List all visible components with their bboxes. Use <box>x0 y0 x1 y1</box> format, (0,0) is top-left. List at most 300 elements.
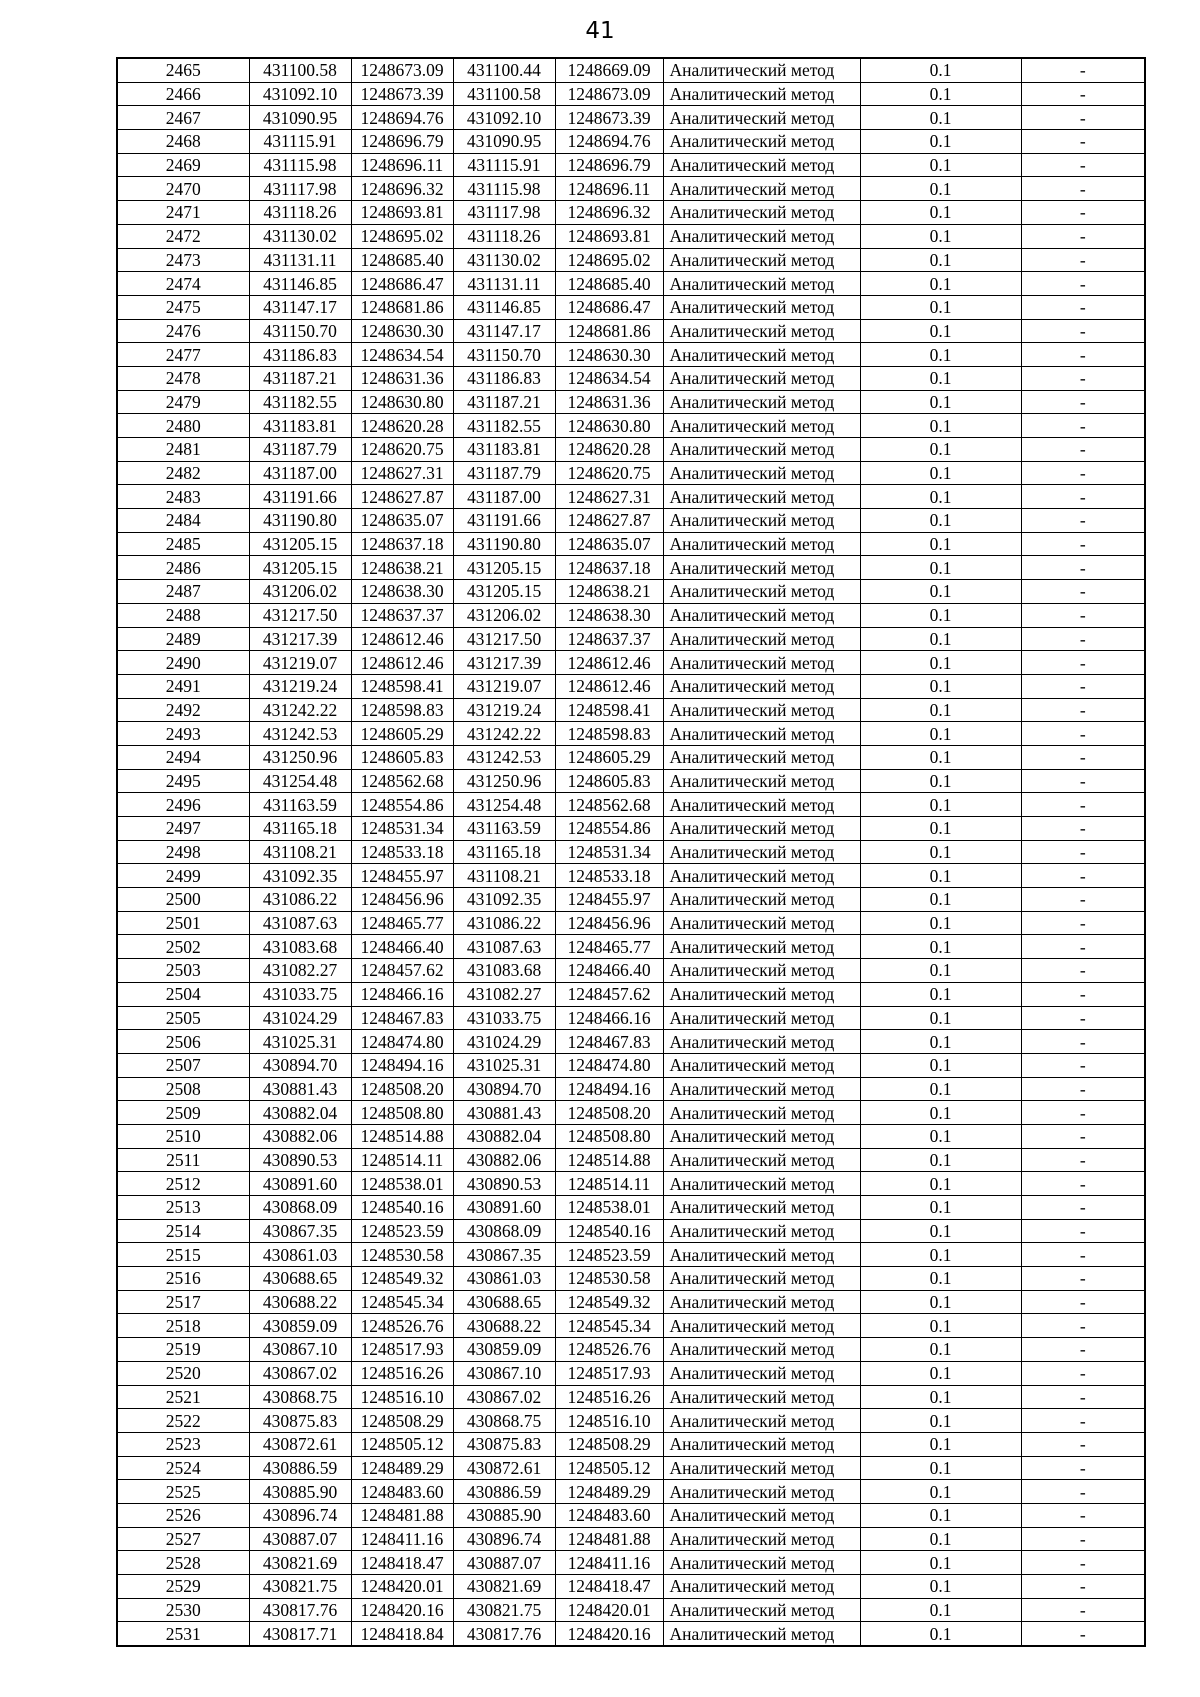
x-end-cell: 431187.21 <box>249 366 351 390</box>
method-cell: Аналитический метод <box>663 272 860 296</box>
y-start-cell: 1248531.34 <box>555 840 663 864</box>
y-end-cell: 1248514.88 <box>351 1124 453 1148</box>
method-cell: Аналитический метод <box>663 1290 860 1314</box>
table-row <box>117 793 1145 817</box>
accuracy-cell: 0.1 <box>860 1101 1021 1125</box>
table-body <box>117 58 1145 1646</box>
y-end-cell: 1248634.54 <box>351 343 453 367</box>
x-start-cell: 430882.06 <box>453 1148 555 1172</box>
y-end-cell: 1248598.83 <box>351 698 453 722</box>
y-end-cell: 1248630.30 <box>351 319 453 343</box>
y-start-cell: 1248605.29 <box>555 745 663 769</box>
method-cell: Аналитический метод <box>663 153 860 177</box>
note-cell: - <box>1021 1527 1145 1551</box>
y-start-cell: 1248457.62 <box>555 982 663 1006</box>
table-row <box>117 1361 1145 1385</box>
note-cell: - <box>1021 1030 1145 1054</box>
y-end-cell: 1248474.80 <box>351 1030 453 1054</box>
table-row <box>117 201 1145 225</box>
point-number-cell: 2516 <box>117 1267 249 1291</box>
method-cell: Аналитический метод <box>663 1432 860 1456</box>
y-end-cell: 1248554.86 <box>351 793 453 817</box>
x-end-cell: 431191.66 <box>249 485 351 509</box>
method-cell: Аналитический метод <box>663 82 860 106</box>
point-number-cell: 2506 <box>117 1030 249 1054</box>
y-start-cell: 1248554.86 <box>555 817 663 841</box>
note-cell: - <box>1021 58 1145 82</box>
note-cell: - <box>1021 651 1145 675</box>
table-row <box>117 1006 1145 1030</box>
table-row <box>117 888 1145 912</box>
note-cell: - <box>1021 1053 1145 1077</box>
y-start-cell: 1248696.11 <box>555 177 663 201</box>
point-number-cell: 2476 <box>117 319 249 343</box>
accuracy-cell: 0.1 <box>860 1456 1021 1480</box>
method-cell: Аналитический метод <box>663 1385 860 1409</box>
point-number-cell: 2505 <box>117 1006 249 1030</box>
table-row <box>117 1598 1145 1622</box>
note-cell: - <box>1021 532 1145 556</box>
y-end-cell: 1248533.18 <box>351 840 453 864</box>
x-end-cell: 431254.48 <box>249 769 351 793</box>
table-row <box>117 722 1145 746</box>
table-row <box>117 1030 1145 1054</box>
table-row <box>117 556 1145 580</box>
y-start-cell: 1248508.80 <box>555 1124 663 1148</box>
accuracy-cell: 0.1 <box>860 1053 1021 1077</box>
method-cell: Аналитический метод <box>663 817 860 841</box>
accuracy-cell: 0.1 <box>860 1575 1021 1599</box>
y-end-cell: 1248494.16 <box>351 1053 453 1077</box>
method-cell: Аналитический метод <box>663 745 860 769</box>
accuracy-cell: 0.1 <box>860 390 1021 414</box>
method-cell: Аналитический метод <box>663 1196 860 1220</box>
accuracy-cell: 0.1 <box>860 745 1021 769</box>
x-start-cell: 431083.68 <box>453 959 555 983</box>
x-start-cell: 431108.21 <box>453 864 555 888</box>
y-end-cell: 1248516.10 <box>351 1385 453 1409</box>
x-end-cell: 431187.00 <box>249 461 351 485</box>
method-cell: Аналитический метод <box>663 366 860 390</box>
accuracy-cell: 0.1 <box>860 651 1021 675</box>
table-row <box>117 1480 1145 1504</box>
y-start-cell: 1248612.46 <box>555 674 663 698</box>
x-start-cell: 431205.15 <box>453 580 555 604</box>
method-cell: Аналитический метод <box>663 1527 860 1551</box>
x-end-cell: 431090.95 <box>249 106 351 130</box>
note-cell: - <box>1021 1480 1145 1504</box>
table-row <box>117 674 1145 698</box>
method-cell: Аналитический метод <box>663 580 860 604</box>
x-end-cell: 430821.75 <box>249 1575 351 1599</box>
table-row <box>117 153 1145 177</box>
accuracy-cell: 0.1 <box>860 414 1021 438</box>
table-row <box>117 1172 1145 1196</box>
x-start-cell: 431191.66 <box>453 509 555 533</box>
table-row <box>117 1124 1145 1148</box>
point-number-cell: 2528 <box>117 1551 249 1575</box>
point-number-cell: 2515 <box>117 1243 249 1267</box>
point-number-cell: 2502 <box>117 935 249 959</box>
note-cell: - <box>1021 982 1145 1006</box>
y-end-cell: 1248455.97 <box>351 864 453 888</box>
x-end-cell: 431118.26 <box>249 201 351 225</box>
y-start-cell: 1248523.59 <box>555 1243 663 1267</box>
y-end-cell: 1248514.11 <box>351 1148 453 1172</box>
accuracy-cell: 0.1 <box>860 1385 1021 1409</box>
method-cell: Аналитический метод <box>663 1338 860 1362</box>
y-end-cell: 1248637.37 <box>351 603 453 627</box>
note-cell: - <box>1021 911 1145 935</box>
table-row <box>117 627 1145 651</box>
x-end-cell: 430867.35 <box>249 1219 351 1243</box>
x-end-cell: 430861.03 <box>249 1243 351 1267</box>
x-end-cell: 431083.68 <box>249 935 351 959</box>
table-row <box>117 414 1145 438</box>
table-row <box>117 1077 1145 1101</box>
method-cell: Аналитический метод <box>663 248 860 272</box>
table-row <box>117 959 1145 983</box>
x-end-cell: 431182.55 <box>249 390 351 414</box>
table-row <box>117 698 1145 722</box>
x-end-cell: 431190.80 <box>249 509 351 533</box>
table-row <box>117 1053 1145 1077</box>
point-number-cell: 2490 <box>117 651 249 675</box>
table-row <box>117 840 1145 864</box>
y-start-cell: 1248630.80 <box>555 414 663 438</box>
y-start-cell: 1248467.83 <box>555 1030 663 1054</box>
method-cell: Аналитический метод <box>663 1030 860 1054</box>
x-start-cell: 431254.48 <box>453 793 555 817</box>
y-end-cell: 1248466.16 <box>351 982 453 1006</box>
note-cell: - <box>1021 769 1145 793</box>
x-end-cell: 430875.83 <box>249 1409 351 1433</box>
point-number-cell: 2472 <box>117 224 249 248</box>
x-end-cell: 431100.58 <box>249 58 351 82</box>
accuracy-cell: 0.1 <box>860 153 1021 177</box>
table-row <box>117 651 1145 675</box>
note-cell: - <box>1021 1219 1145 1243</box>
x-start-cell: 431131.11 <box>453 272 555 296</box>
accuracy-cell: 0.1 <box>860 674 1021 698</box>
y-start-cell: 1248514.11 <box>555 1172 663 1196</box>
x-start-cell: 430688.65 <box>453 1290 555 1314</box>
table-row <box>117 390 1145 414</box>
y-end-cell: 1248526.76 <box>351 1314 453 1338</box>
accuracy-cell: 0.1 <box>860 224 1021 248</box>
y-end-cell: 1248620.28 <box>351 414 453 438</box>
note-cell: - <box>1021 201 1145 225</box>
method-cell: Аналитический метод <box>663 1622 860 1646</box>
table-row <box>117 82 1145 106</box>
x-start-cell: 430881.43 <box>453 1101 555 1125</box>
y-end-cell: 1248531.34 <box>351 817 453 841</box>
accuracy-cell: 0.1 <box>860 1290 1021 1314</box>
x-start-cell: 431117.98 <box>453 201 555 225</box>
point-number-cell: 2492 <box>117 698 249 722</box>
x-end-cell: 430885.90 <box>249 1480 351 1504</box>
table-row <box>117 1527 1145 1551</box>
accuracy-cell: 0.1 <box>860 627 1021 651</box>
y-end-cell: 1248467.83 <box>351 1006 453 1030</box>
point-number-cell: 2499 <box>117 864 249 888</box>
x-end-cell: 431219.24 <box>249 674 351 698</box>
point-number-cell: 2471 <box>117 201 249 225</box>
x-start-cell: 431250.96 <box>453 769 555 793</box>
y-start-cell: 1248631.36 <box>555 390 663 414</box>
y-start-cell: 1248418.47 <box>555 1575 663 1599</box>
accuracy-cell: 0.1 <box>860 295 1021 319</box>
point-number-cell: 2501 <box>117 911 249 935</box>
method-cell: Аналитический метод <box>663 1267 860 1291</box>
point-number-cell: 2467 <box>117 106 249 130</box>
y-end-cell: 1248686.47 <box>351 272 453 296</box>
y-end-cell: 1248598.41 <box>351 674 453 698</box>
accuracy-cell: 0.1 <box>860 1409 1021 1433</box>
accuracy-cell: 0.1 <box>860 1077 1021 1101</box>
y-start-cell: 1248489.29 <box>555 1480 663 1504</box>
table-row <box>117 58 1145 82</box>
coordinates-table <box>116 57 1146 1647</box>
accuracy-cell: 0.1 <box>860 817 1021 841</box>
table-row <box>117 1267 1145 1291</box>
x-end-cell: 430896.74 <box>249 1503 351 1527</box>
table-row <box>117 509 1145 533</box>
x-end-cell: 431217.50 <box>249 603 351 627</box>
x-start-cell: 431190.80 <box>453 532 555 556</box>
y-end-cell: 1248545.34 <box>351 1290 453 1314</box>
method-cell: Аналитический метод <box>663 130 860 154</box>
x-start-cell: 430867.10 <box>453 1361 555 1385</box>
x-end-cell: 430868.75 <box>249 1385 351 1409</box>
point-number-cell: 2531 <box>117 1622 249 1646</box>
x-end-cell: 430891.60 <box>249 1172 351 1196</box>
x-start-cell: 431087.63 <box>453 935 555 959</box>
y-end-cell: 1248562.68 <box>351 769 453 793</box>
x-end-cell: 431186.83 <box>249 343 351 367</box>
x-start-cell: 430890.53 <box>453 1172 555 1196</box>
accuracy-cell: 0.1 <box>860 1124 1021 1148</box>
note-cell: - <box>1021 224 1145 248</box>
method-cell: Аналитический метод <box>663 390 860 414</box>
point-number-cell: 2530 <box>117 1598 249 1622</box>
y-start-cell: 1248686.47 <box>555 295 663 319</box>
x-end-cell: 431115.91 <box>249 130 351 154</box>
method-cell: Аналитический метод <box>663 1598 860 1622</box>
x-start-cell: 431130.02 <box>453 248 555 272</box>
x-start-cell: 431025.31 <box>453 1053 555 1077</box>
accuracy-cell: 0.1 <box>860 911 1021 935</box>
point-number-cell: 2518 <box>117 1314 249 1338</box>
y-start-cell: 1248481.88 <box>555 1527 663 1551</box>
table-row <box>117 343 1145 367</box>
method-cell: Аналитический метод <box>663 627 860 651</box>
accuracy-cell: 0.1 <box>860 556 1021 580</box>
note-cell: - <box>1021 959 1145 983</box>
accuracy-cell: 0.1 <box>860 1527 1021 1551</box>
note-cell: - <box>1021 1290 1145 1314</box>
x-end-cell: 431087.63 <box>249 911 351 935</box>
y-start-cell: 1248538.01 <box>555 1196 663 1220</box>
table-row <box>117 1622 1145 1646</box>
accuracy-cell: 0.1 <box>860 366 1021 390</box>
table-row <box>117 438 1145 462</box>
point-number-cell: 2512 <box>117 1172 249 1196</box>
accuracy-cell: 0.1 <box>860 840 1021 864</box>
point-number-cell: 2480 <box>117 414 249 438</box>
note-cell: - <box>1021 935 1145 959</box>
x-end-cell: 431163.59 <box>249 793 351 817</box>
point-number-cell: 2489 <box>117 627 249 651</box>
point-number-cell: 2474 <box>117 272 249 296</box>
table-row <box>117 1243 1145 1267</box>
x-start-cell: 431182.55 <box>453 414 555 438</box>
method-cell: Аналитический метод <box>663 793 860 817</box>
accuracy-cell: 0.1 <box>860 177 1021 201</box>
point-number-cell: 2473 <box>117 248 249 272</box>
y-end-cell: 1248685.40 <box>351 248 453 272</box>
y-start-cell: 1248638.30 <box>555 603 663 627</box>
note-cell: - <box>1021 793 1145 817</box>
y-start-cell: 1248508.29 <box>555 1432 663 1456</box>
accuracy-cell: 0.1 <box>860 106 1021 130</box>
x-end-cell: 431131.11 <box>249 248 351 272</box>
y-end-cell: 1248508.29 <box>351 1409 453 1433</box>
point-number-cell: 2504 <box>117 982 249 1006</box>
y-end-cell: 1248505.12 <box>351 1432 453 1456</box>
method-cell: Аналитический метод <box>663 864 860 888</box>
note-cell: - <box>1021 1148 1145 1172</box>
accuracy-cell: 0.1 <box>860 769 1021 793</box>
x-start-cell: 430821.75 <box>453 1598 555 1622</box>
x-start-cell: 431147.17 <box>453 319 555 343</box>
x-end-cell: 431205.15 <box>249 532 351 556</box>
method-cell: Аналитический метод <box>663 1077 860 1101</box>
point-number-cell: 2475 <box>117 295 249 319</box>
y-end-cell: 1248466.40 <box>351 935 453 959</box>
note-cell: - <box>1021 1432 1145 1456</box>
point-number-cell: 2529 <box>117 1575 249 1599</box>
y-end-cell: 1248489.29 <box>351 1456 453 1480</box>
x-start-cell: 431187.00 <box>453 485 555 509</box>
table-row <box>117 769 1145 793</box>
point-number-cell: 2495 <box>117 769 249 793</box>
y-end-cell: 1248637.18 <box>351 532 453 556</box>
y-start-cell: 1248533.18 <box>555 864 663 888</box>
x-end-cell: 430868.09 <box>249 1196 351 1220</box>
accuracy-cell: 0.1 <box>860 1432 1021 1456</box>
y-end-cell: 1248631.36 <box>351 366 453 390</box>
y-end-cell: 1248627.87 <box>351 485 453 509</box>
accuracy-cell: 0.1 <box>860 1030 1021 1054</box>
note-cell: - <box>1021 1196 1145 1220</box>
y-end-cell: 1248420.01 <box>351 1575 453 1599</box>
method-cell: Аналитический метод <box>663 935 860 959</box>
method-cell: Аналитический метод <box>663 651 860 675</box>
table-row <box>117 982 1145 1006</box>
point-number-cell: 2520 <box>117 1361 249 1385</box>
x-start-cell: 431092.10 <box>453 106 555 130</box>
table-row <box>117 272 1145 296</box>
method-cell: Аналитический метод <box>663 201 860 225</box>
x-start-cell: 431163.59 <box>453 817 555 841</box>
point-number-cell: 2522 <box>117 1409 249 1433</box>
point-number-cell: 2468 <box>117 130 249 154</box>
y-start-cell: 1248598.83 <box>555 722 663 746</box>
x-start-cell: 430885.90 <box>453 1503 555 1527</box>
point-number-cell: 2511 <box>117 1148 249 1172</box>
accuracy-cell: 0.1 <box>860 698 1021 722</box>
x-end-cell: 430688.65 <box>249 1267 351 1291</box>
table-row <box>117 295 1145 319</box>
x-start-cell: 430861.03 <box>453 1267 555 1291</box>
y-end-cell: 1248549.32 <box>351 1267 453 1291</box>
y-start-cell: 1248627.31 <box>555 485 663 509</box>
y-end-cell: 1248638.21 <box>351 556 453 580</box>
y-end-cell: 1248638.30 <box>351 580 453 604</box>
y-end-cell: 1248630.80 <box>351 390 453 414</box>
table-row <box>117 106 1145 130</box>
note-cell: - <box>1021 1172 1145 1196</box>
y-start-cell: 1248540.16 <box>555 1219 663 1243</box>
x-start-cell: 431206.02 <box>453 603 555 627</box>
y-start-cell: 1248411.16 <box>555 1551 663 1575</box>
x-end-cell: 431092.10 <box>249 82 351 106</box>
x-start-cell: 430872.61 <box>453 1456 555 1480</box>
note-cell: - <box>1021 1124 1145 1148</box>
point-number-cell: 2465 <box>117 58 249 82</box>
x-start-cell: 431186.83 <box>453 366 555 390</box>
x-end-cell: 431250.96 <box>249 745 351 769</box>
y-end-cell: 1248420.16 <box>351 1598 453 1622</box>
table-row <box>117 1219 1145 1243</box>
table-row <box>117 366 1145 390</box>
x-end-cell: 431206.02 <box>249 580 351 604</box>
x-end-cell: 430886.59 <box>249 1456 351 1480</box>
x-end-cell: 430890.53 <box>249 1148 351 1172</box>
method-cell: Аналитический метод <box>663 1575 860 1599</box>
accuracy-cell: 0.1 <box>860 1503 1021 1527</box>
x-end-cell: 430887.07 <box>249 1527 351 1551</box>
method-cell: Аналитический метод <box>663 509 860 533</box>
accuracy-cell: 0.1 <box>860 461 1021 485</box>
accuracy-cell: 0.1 <box>860 1219 1021 1243</box>
accuracy-cell: 0.1 <box>860 793 1021 817</box>
accuracy-cell: 0.1 <box>860 1598 1021 1622</box>
table-row <box>117 1385 1145 1409</box>
note-cell: - <box>1021 674 1145 698</box>
method-cell: Аналитический метод <box>663 959 860 983</box>
method-cell: Аналитический метод <box>663 911 860 935</box>
accuracy-cell: 0.1 <box>860 58 1021 82</box>
table-row <box>117 745 1145 769</box>
point-number-cell: 2488 <box>117 603 249 627</box>
x-end-cell: 431025.31 <box>249 1030 351 1054</box>
y-start-cell: 1248420.16 <box>555 1622 663 1646</box>
y-end-cell: 1248605.83 <box>351 745 453 769</box>
x-end-cell: 431242.53 <box>249 722 351 746</box>
y-start-cell: 1248681.86 <box>555 319 663 343</box>
x-start-cell: 430875.83 <box>453 1432 555 1456</box>
note-cell: - <box>1021 864 1145 888</box>
accuracy-cell: 0.1 <box>860 201 1021 225</box>
note-cell: - <box>1021 722 1145 746</box>
y-end-cell: 1248508.80 <box>351 1101 453 1125</box>
y-end-cell: 1248696.11 <box>351 153 453 177</box>
y-end-cell: 1248418.84 <box>351 1622 453 1646</box>
y-start-cell: 1248455.97 <box>555 888 663 912</box>
x-end-cell: 430894.70 <box>249 1053 351 1077</box>
